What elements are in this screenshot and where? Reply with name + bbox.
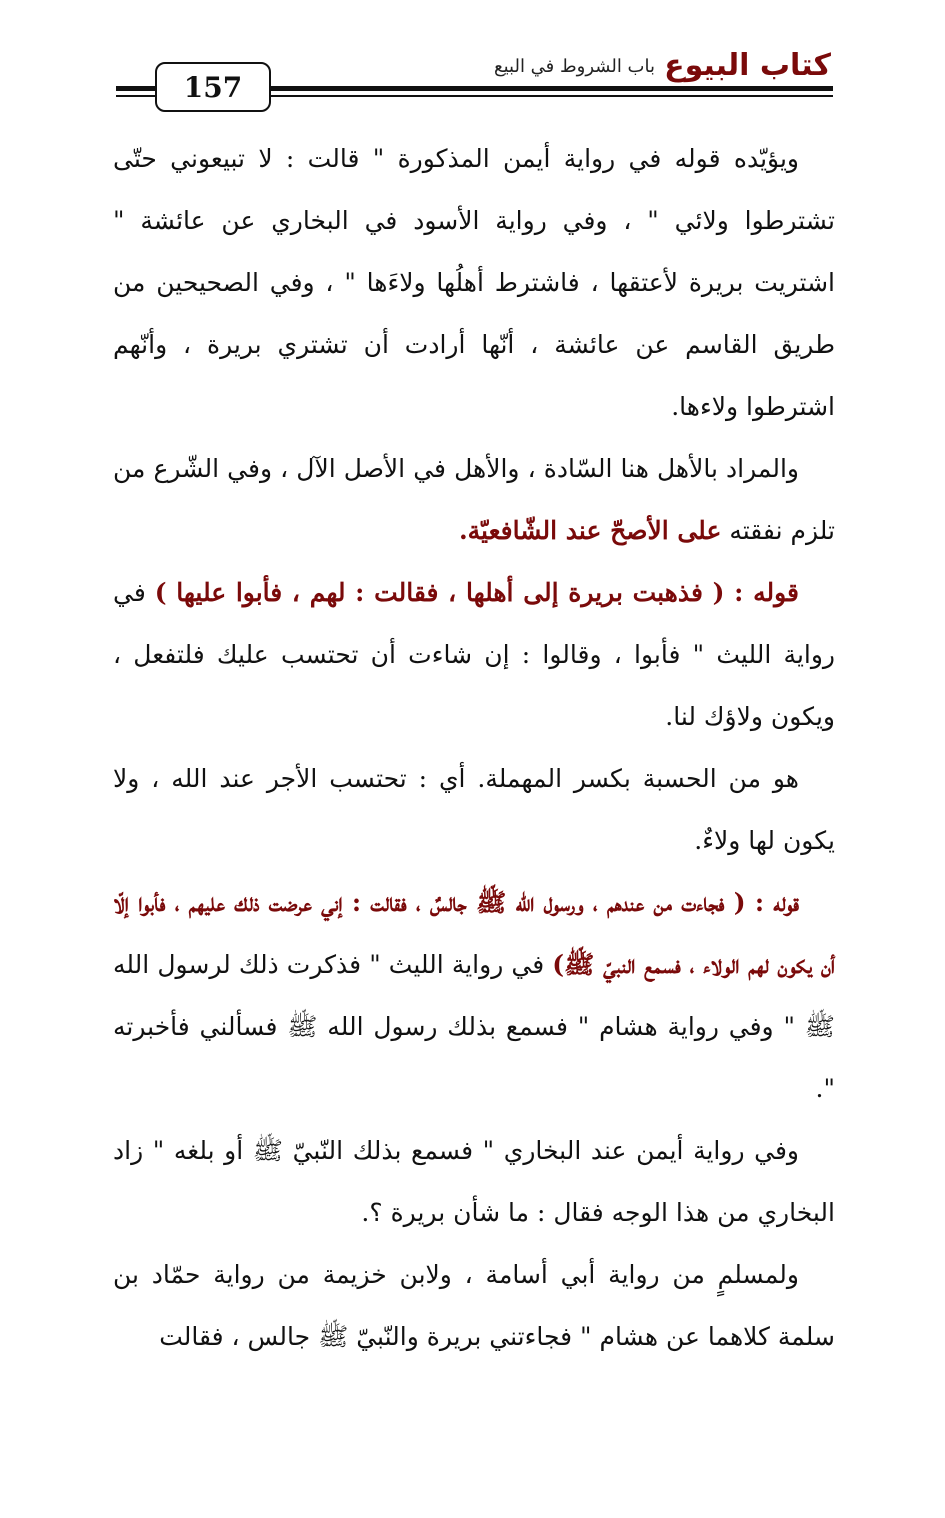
paragraph bbox=[113, 1120, 835, 1244]
text-segment: ويؤيّده قوله في رواية أيمن المذكورة " قالت : لا تبيعوني حتّى تشترطوا ولائي " ، وفي رواية الأسود في البخاري عن عائشة " اشتريت بريرة لأعتقها ، فاشترط أهلُها ولاءَها " ، وفي الصحيحين من طريق القاسم عن عائشة ، أنّها أرادت أن تشتري بريرة ، وأنّهم اشترطوا ولاءها. bbox=[113, 144, 835, 421]
text-segment: والمراد بالأهل هنا السّادة ، والأهل في الأصل الآل ، وفي الشّرع من تلزم نفقته bbox=[113, 454, 835, 545]
paragraph bbox=[113, 748, 835, 872]
text-segment: هو من الحسبة بكسر المهملة. أي : تحتسب الأجر عند الله ، ولا يكون لها ولاءٌ. bbox=[113, 764, 835, 855]
page-header bbox=[0, 0, 945, 120]
book-title: كتاب البيوع bbox=[664, 48, 831, 83]
paragraph bbox=[113, 562, 835, 748]
quoted-hadith-text: قوله : ( فجاءت من عندهم ، ورسول الله ﷺ جالسٌ ، فقالت : إني عرضت ذلك عليهم ، فأبوا إلّا أن يكون لهم الولاء ، فسمع النبيّ ﷺ) bbox=[113, 888, 835, 979]
paragraph bbox=[113, 872, 835, 1120]
text-segment: في رواية الليث " فأبوا ، وقالوا : إن شاءت أن تحتسب عليك فلتفعل ، ويكون ولاؤك لنا. bbox=[113, 578, 835, 731]
chapter-title: باب الشروط في البيع bbox=[494, 56, 655, 77]
text-segment: في رواية الليث " فذكرت ذلك لرسول الله ﷺ " وفي رواية هشام " فسمع بذلك رسول الله ﷺ فسألني فأخبرته ". bbox=[113, 950, 835, 1103]
paragraph bbox=[113, 1244, 835, 1368]
quoted-hadith-text: قوله : ( فذهبت بريرة إلى أهلها ، فقالت : لهم ، فأبوا عليها ) bbox=[154, 578, 799, 607]
paragraph bbox=[113, 438, 835, 562]
paragraph bbox=[113, 128, 835, 438]
text-segment: ولمسلمٍ من رواية أبي أسامة ، ولابن خزيمة من رواية حمّاد بن سلمة كلاهما عن هشام " فجاءتني بريرة والنّبيّ ﷺ جالس ، فقالت bbox=[113, 1260, 835, 1351]
page-number-box bbox=[155, 62, 271, 112]
text-segment: وفي رواية أيمن عند البخاري " فسمع بذلك النّبيّ ﷺ أو بلغه " زاد البخاري من هذا الوجه فقال : ما شأن بريرة ؟. bbox=[113, 1136, 835, 1227]
page-body bbox=[113, 128, 835, 1368]
emphasized-text: على الأصحّ عند الشّافعيّة. bbox=[458, 516, 722, 545]
page-number: 157 bbox=[183, 70, 243, 104]
